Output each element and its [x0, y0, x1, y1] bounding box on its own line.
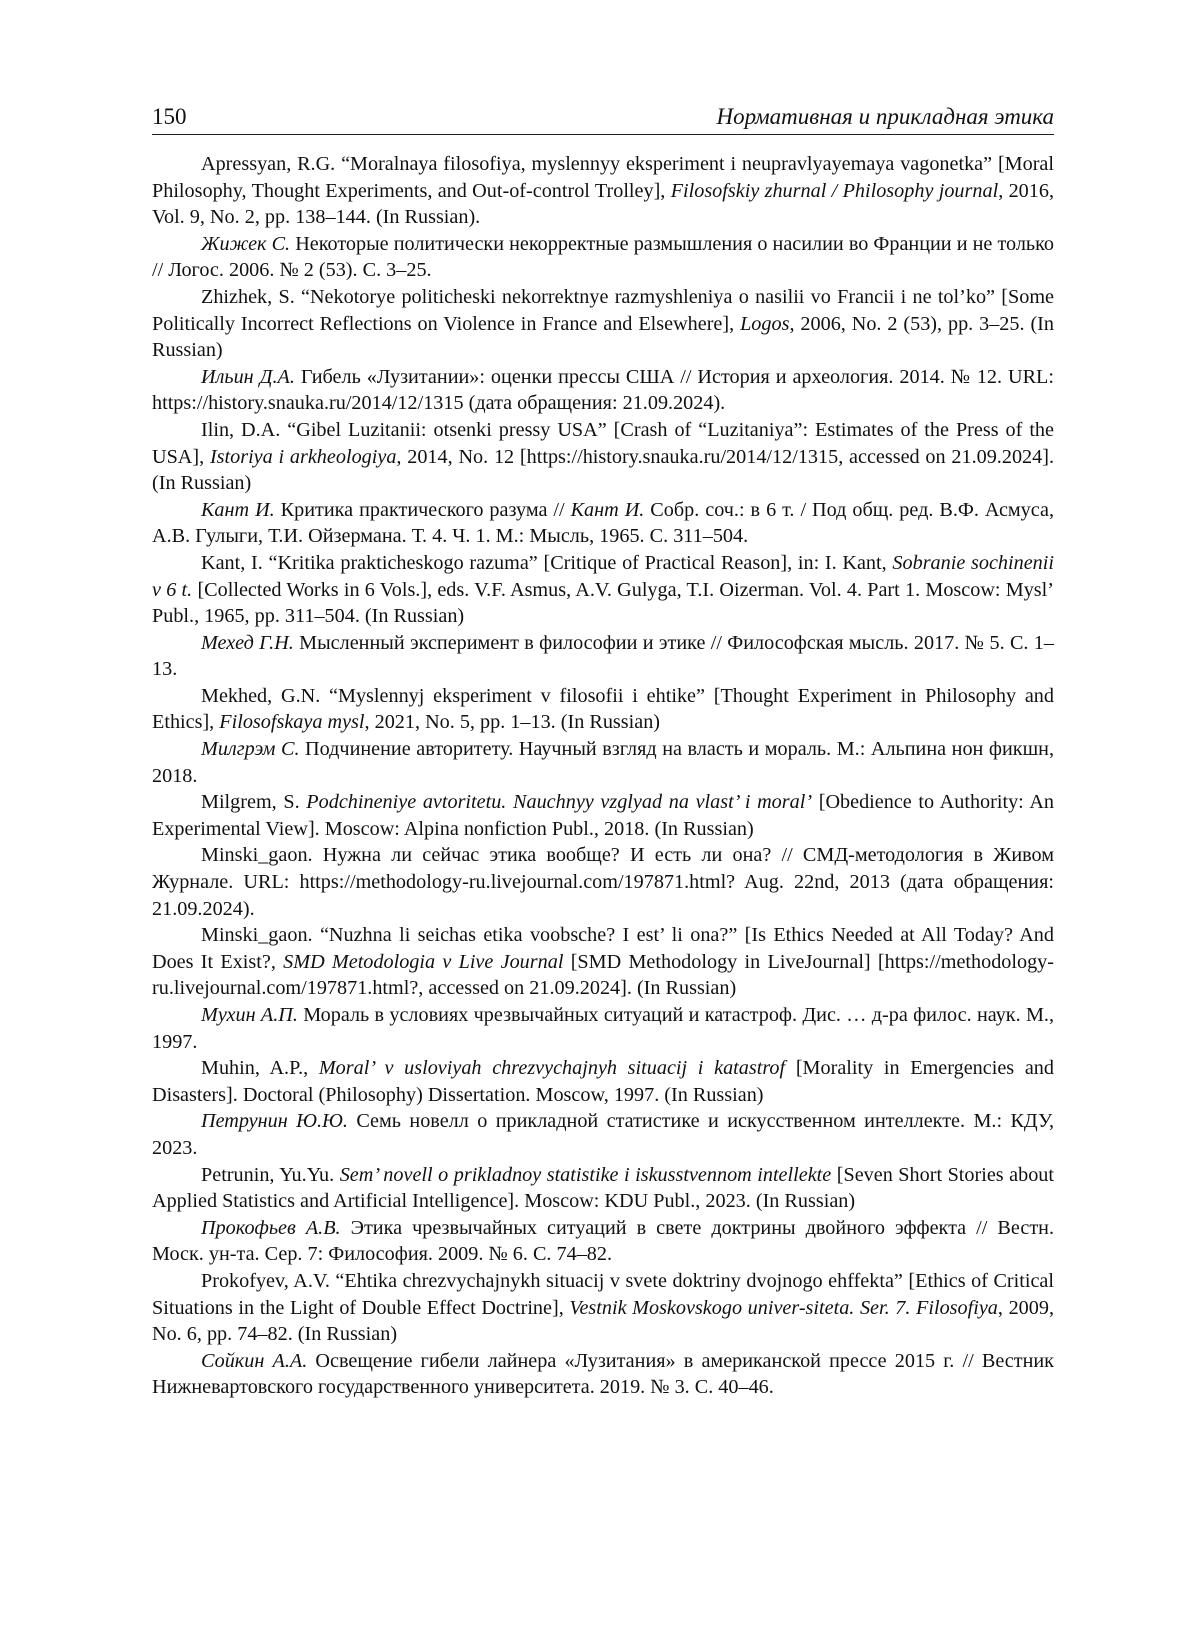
reference-text: Milgrem, S. — [201, 791, 307, 814]
reference-text: Muhin, A.P., — [201, 1057, 319, 1080]
reference-text: Zhizhek, S. “Nekotorye politicheski nekorrektnye razmyshleniya o nasilii vo Francii i ne tol’ko” [Some Politically Incorrect Reflections on Violence in France and Elsewhere], — [152, 285, 1054, 335]
page-number: 150 — [152, 104, 187, 129]
reference-italic-text: Мухин А.П. — [201, 1004, 298, 1026]
reference-text: [Obedience to Authority: An Experimental View]. Moscow: Alpina nonfiction Publ., 2018. (In Russian) — [152, 791, 1054, 840]
reference-text: Некоторые политически некорректные размышления о насилии во Франции и не только // Логос. 2006. № 2 (53). С. 3–25. — [152, 232, 1054, 282]
page — [152, 104, 1054, 1401]
reference-entry — [152, 1055, 1054, 1108]
reference-text: Семь новелл о прикладной статистике и искусственном интеллекте. М.: КДУ, 2023. — [152, 1110, 1054, 1159]
reference-italic-text: Кант И. — [570, 498, 645, 521]
reference-text: Ilin, D.A. “Gibel Luzitanii: otsenki pressy USA” [Crash of “Luzitaniya”: Estimates of the Press of the USA], — [152, 418, 1054, 468]
reference-italic-text: Sem’ novell o prikladnoy statistike i iskusstvennom intellekte — [339, 1163, 832, 1186]
reference-list — [152, 151, 1054, 1401]
reference-entry — [152, 842, 1054, 922]
reference-text: [Seven Short Stories about Applied Statistics and Artificial Intelligence]. Moscow: KDU Publ., 2023. (In Russian) — [152, 1163, 1054, 1213]
reference-text: Мысленный эксперимент в философии и этике // Философская мысль. 2017. № 5. С. 1–13. — [152, 631, 1054, 681]
reference-entry — [152, 151, 1054, 231]
reference-text: [SMD Methodology in LiveJournal] [https://methodology-ru.livejournal.com/197871.html?, accessed on 21.09.2024]. (In Russian) — [152, 950, 1054, 1000]
reference-text: Этика чрезвычайных ситуаций в свете доктрины двойного эффекта // Вестн. Моск. ун-та. Сер. 7: Философия. 2009. № 6. С. 74–82. — [152, 1216, 1054, 1266]
reference-entry — [152, 1162, 1054, 1215]
reference-text: Minski_gaon. “Nuzhna li seichas etika voobsche? I est’ li ona?” [Is Ethics Needed at All Today? And Does It Exist?, — [152, 924, 1054, 973]
reference-entry — [152, 683, 1054, 736]
reference-text: Minski_gaon. Нужна ли сейчас этика вообще? И есть ли она? // СМД-методология в Живом Журнале. URL: https://methodology-ru.livejournal.com/197871.html? Aug. 22nd, 2013 (дата обращения: 21.09.2024). — [152, 844, 1054, 920]
reference-text: Мораль в условиях чрезвычайных ситуаций и катастроф. Дис. … д-ра филос. наук. М., 1997. — [152, 1004, 1054, 1053]
reference-text: Критика практического разума // — [274, 498, 571, 521]
reference-text: Prokofyev, A.V. “Ehtika chrezvychajnykh situacij v svete doktriny dvojnogo ehffekta” [Ethics of Critical Situations in the Light of Double Effect Doctrine], — [152, 1269, 1054, 1319]
reference-entry — [152, 364, 1054, 417]
reference-italic-text: Петрунин Ю.Ю. — [201, 1110, 348, 1133]
reference-italic-text: Мехед Г.Н. — [201, 631, 294, 654]
reference-italic-text: Сойкин А.А. — [201, 1349, 308, 1372]
reference-entry — [152, 1002, 1054, 1055]
reference-text: Освещение гибели лайнера «Лузитания» в американской прессе 2015 г. // Вестник Нижневартовского государственного университета. 2019. № 3. С. 40–46. — [152, 1349, 1054, 1399]
reference-entry — [152, 417, 1054, 497]
reference-entry — [152, 231, 1054, 284]
reference-entry — [152, 1268, 1054, 1348]
reference-entry — [152, 284, 1054, 364]
reference-entry — [152, 630, 1054, 683]
reference-entry — [152, 1215, 1054, 1268]
reference-text: Mekhed, G.N. “Myslennyj eksperiment v filosofii i ehtike” [Thought Experiment in Philosophy and Ethics], — [152, 684, 1054, 734]
reference-text: , 2021, No. 5, pp. 1–13. (In Russian) — [364, 711, 661, 734]
reference-text: , 2006, No. 2 (53), pp. 3–25. (In Russian) — [152, 312, 1054, 362]
reference-entry — [152, 789, 1054, 842]
reference-text: Подчинение авторитету. Научный взгляд на власть и мораль. М.: Альпина нон фикшн, 2018. — [152, 738, 1054, 787]
reference-italic-text: Podchineniye avtoritetu. Nauchnyy vzglyad na vlast’ i moral’ — [306, 791, 813, 814]
reference-italic-text: Moral’ v usloviyah chrezvychajnyh situacij i katastrof — [318, 1057, 786, 1080]
reference-italic-text: Filosofskaya mysl — [219, 711, 365, 734]
reference-italic-text: Filosofskiy zhurnal / Philosophy journal — [670, 179, 999, 202]
reference-italic-text: Ильин Д.А. — [201, 365, 295, 388]
reference-text: Petrunin, Yu.Yu. — [201, 1163, 340, 1186]
reference-italic-text: Прокофьев А.В. — [201, 1216, 341, 1239]
reference-entry — [152, 736, 1054, 789]
reference-italic-text: Logos — [740, 312, 790, 335]
reference-text: [Collected Works in 6 Vols.], eds. V.F. Asmus, A.V. Gulyga, T.I. Oizerman. Vol. 4. Part 1. Moscow: Mysl’ Publ., 1965, pp. 311–504. (In Russian) — [152, 578, 1054, 628]
reference-entry — [152, 550, 1054, 630]
reference-entry — [152, 1348, 1054, 1401]
reference-text: Kant, I. “Kritika prakticheskogo razuma” [Critique of Practical Reason], in: I. Kant, — [201, 551, 893, 574]
reference-italic-text: Жижек С. — [201, 232, 291, 255]
reference-italic-text: Sobranie sochinenii v 6 t. — [152, 551, 1054, 601]
reference-entry — [152, 497, 1054, 550]
reference-entry — [152, 922, 1054, 1002]
reference-entry — [152, 1108, 1054, 1161]
reference-text: , 2014, No. 12 [https://history.snauka.ru/2014/12/1315, accessed on 21.09.2024]. (In Russian) — [152, 445, 1054, 495]
reference-text: Apressyan, R.G. “Moralnaya filosofiya, myslennyy eksperiment i neupravlyayemaya vagonetka” [Moral Philosophy, Thought Experiments, and Out-of-control Trolley], — [152, 153, 1054, 202]
reference-italic-text: Кант И. — [201, 498, 275, 521]
reference-text: , 2016, Vol. 9, No. 2, pp. 138–144. (In Russian). — [152, 179, 1054, 229]
reference-text: Гибель «Лузитании»: оценки прессы США // История и археология. 2014. № 12. URL: https://history.snauka.ru/2014/12/1315 (дата обращения: 21.09.2024). — [152, 365, 1054, 415]
reference-italic-text: Vestnik Moskovskogo univer-siteta. Ser. 7. Filosofiya — [569, 1296, 998, 1319]
reference-italic-text: Istoriya i arkheologiya — [209, 445, 397, 468]
reference-text: [Morality in Emergencies and Disasters]. Doctoral (Philosophy) Dissertation. Moscow, 1997. (In Russian) — [152, 1057, 1054, 1106]
running-title: Нормативная и прикладная этика — [716, 104, 1054, 129]
reference-italic-text: Милгрэм С. — [201, 738, 300, 761]
reference-text: , 2009, No. 6, pp. 74–82. (In Russian) — [152, 1296, 1054, 1346]
reference-text: Собр. соч.: в 6 т. / Под общ. ред. В.Ф. Асмуса, А.В. Гулыги, Т.И. Ойзермана. Т. 4. Ч. 1. М.: Мысль, 1965. С. 311–504. — [152, 498, 1054, 548]
page-header — [152, 104, 1054, 135]
reference-italic-text: SMD Metodologia v Live Journal — [283, 950, 564, 973]
